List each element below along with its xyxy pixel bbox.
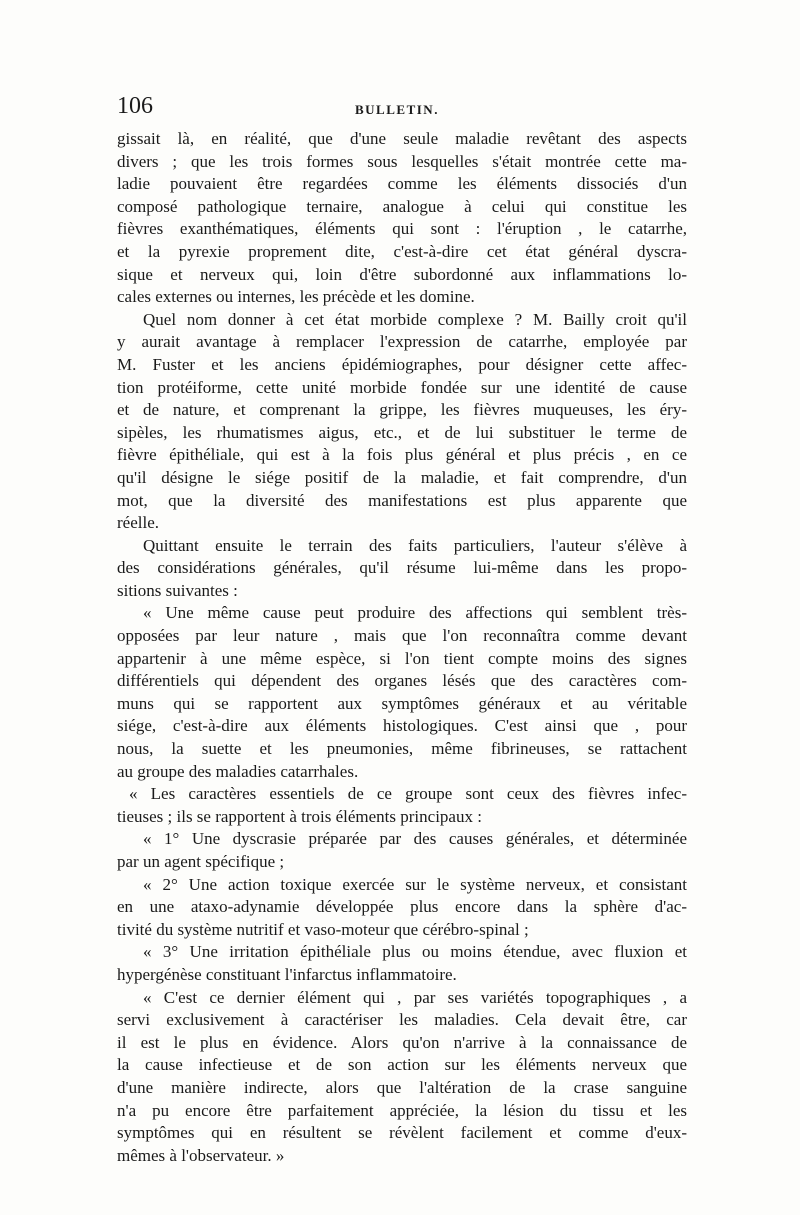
text-line: composé pathologique ternaire, analogue à celui qui constitue les (117, 196, 687, 216)
text-line: sique et nerveux qui, loin d'être subordonné aux inflammations lo- (117, 264, 687, 284)
text-line: symptômes qui en résultent se révèlent facilement et comme d'eux- (117, 1123, 687, 1143)
text-line: au groupe des maladies catarrhales. (117, 761, 359, 781)
text-line: tivité du système nutritif et vaso-moteur que cérébro-spinal ; (117, 919, 529, 939)
text-line: qu'il désigne le siége positif de la maladie, et fait comprendre, d'un (117, 467, 687, 487)
text-line: « Une même cause peut produire des affections qui semblent très- (143, 603, 687, 623)
text-line: siége, c'est-à-dire aux éléments histologiques. C'est ainsi que , pour (117, 716, 687, 736)
text-line: sitions suivantes : (117, 580, 238, 600)
text-line: « 1° Une dyscrasie préparée par des causes générales, et déterminée (143, 829, 687, 849)
text-line: fièvres exanthématiques, éléments qui sont : l'éruption , le catarrhe, (117, 219, 687, 239)
text-line: et de nature, et comprenant la grippe, les fièvres muqueuses, les éry- (117, 400, 687, 420)
text-line: divers ; que les trois formes sous lesquelles s'était montrée cette ma- (117, 151, 687, 171)
text-line: la cause infectieuse et de son action sur les éléments nerveux que (117, 1055, 687, 1075)
text-line: Quel nom donner à cet état morbide complexe ? M. Bailly croit qu'il (143, 309, 687, 329)
text-line: « 3° Une irritation épithéliale plus ou moins étendue, avec fluxion et (143, 942, 687, 962)
text-line: il est le plus en évidence. Alors qu'on n'arrive à la connaissance de (117, 1032, 687, 1052)
text-line: tion protéiforme, cette unité morbide fondée sur une identité de cause (117, 377, 687, 397)
text-line: fièvre épithéliale, qui est à la fois plus général et plus précis , en ce (117, 445, 687, 465)
text-line: ladie pouvaient être regardées comme les éléments dissociés d'un (117, 174, 687, 194)
text-line: en une ataxo-adynamie développée plus encore dans la sphère d'ac- (117, 897, 687, 917)
text-line: mêmes à l'observateur. » (117, 1145, 285, 1165)
text-line: cales externes ou internes, les précède et les domine. (117, 287, 475, 307)
text-line: sipèles, les rhumatismes aigus, etc., et de lui substituer le terme de (117, 422, 687, 442)
text-line: appartenir à une même espèce, si l'on tient compte moins des signes (117, 648, 687, 668)
text-line: d'une manière indirecte, alors que l'altération de la crase sanguine (117, 1077, 687, 1097)
text-line: des considérations générales, qu'il résume lui-même dans les propo- (117, 558, 687, 578)
text-line: mot, que la diversité des manifestations est plus apparente que (117, 490, 687, 510)
text-line: « C'est ce dernier élément qui , par ses variétés topographiques , a (143, 987, 687, 1007)
text-line: par un agent spécifique ; (117, 852, 285, 871)
text-line: muns qui se rapportent aux symptômes généraux et au véritable (117, 693, 687, 713)
text-line: M. Fuster et les anciens épidémiographes, pour désigner cette affec- (117, 354, 687, 374)
text-line: « 2° Une action toxique exercée sur le système nerveux, et consistant (143, 874, 687, 894)
text-line: réelle. (117, 513, 159, 533)
text-line: et la pyrexie proprement dite, c'est-à-dire cet état général dyscra- (117, 241, 687, 261)
text-line: opposées par leur nature , mais que l'on reconnaîtra comme devant (117, 626, 687, 646)
text-line: n'a pu encore être parfaitement appréciée, la lésion du tissu et les (117, 1100, 687, 1120)
running-head: BULLETIN. (355, 102, 439, 117)
text-line: servi exclusivement à caractériser les maladies. Cela devait être, car (117, 1010, 687, 1030)
text-line: nous, la suette et les pneumonies, même fibrineuses, se rattachent (117, 739, 687, 759)
text-line: « Les caractères essentiels de ce groupe sont ceux des fièvres infec- (129, 784, 687, 804)
text-line: différentiels qui dépendent des organes lésés que des caractères com- (117, 671, 687, 691)
body-text (117, 128, 687, 1167)
text-line: Quittant ensuite le terrain des faits particuliers, l'auteur s'élève à (143, 535, 687, 555)
text-line: hypergénèse constituant l'infarctus inflammatoire. (117, 964, 457, 984)
page-number: 106 (117, 93, 153, 119)
text-line: gissait là, en réalité, que d'une seule maladie revêtant des aspects (117, 129, 687, 148)
text-line: y aurait avantage à remplacer l'expression de catarrhe, employée par (117, 332, 687, 352)
text-line: tieuses ; ils se rapportent à trois éléments principaux : (117, 806, 482, 826)
